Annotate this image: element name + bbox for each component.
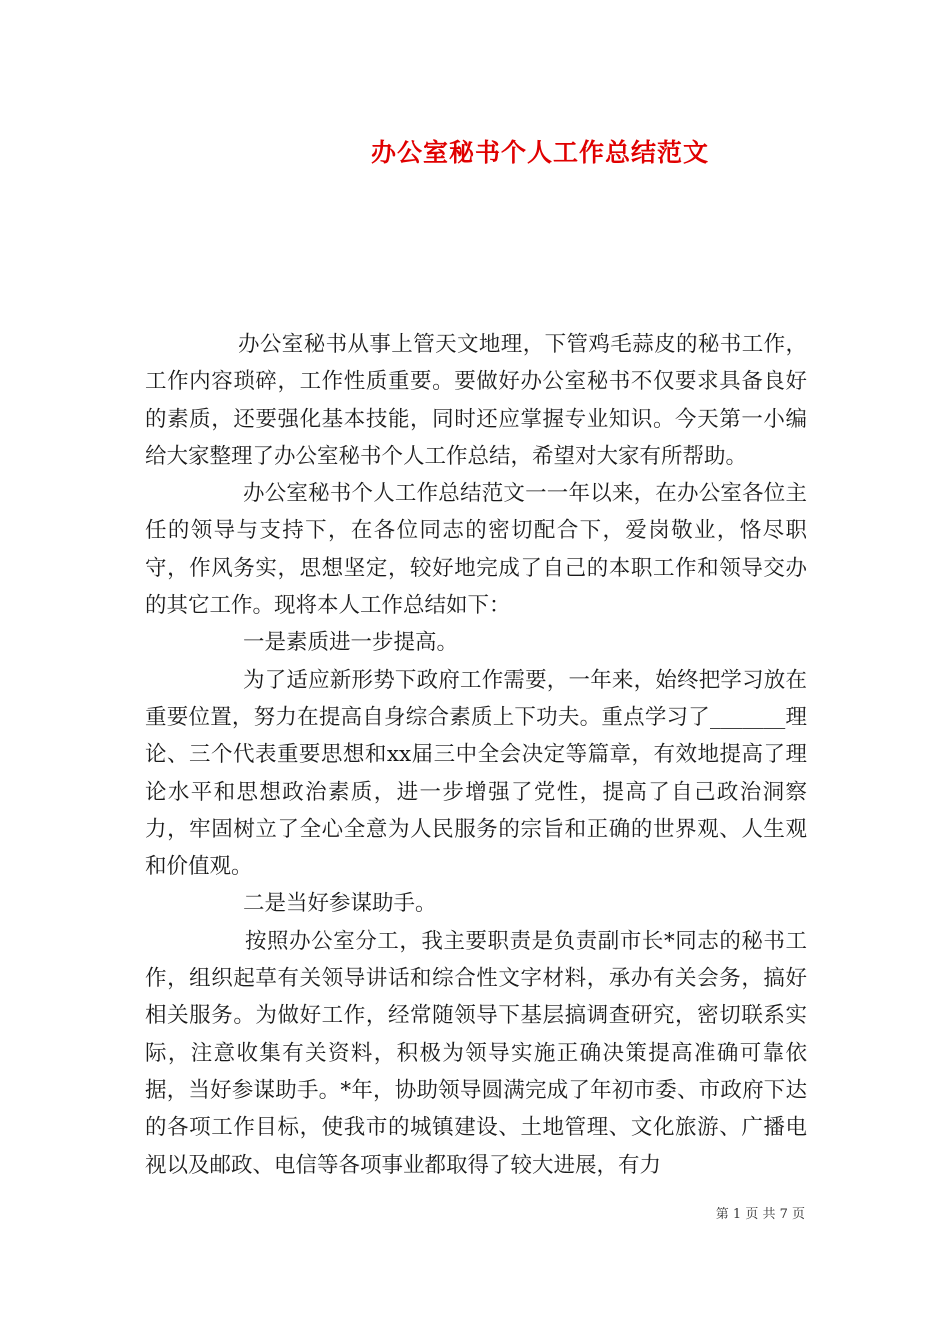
section-heading-quality: 一是素质进一步提高。	[243, 630, 459, 656]
page-number-footer: 第 1 页 共 7 页	[715, 1207, 805, 1222]
section-heading-advisor: 二是当好参谋助手。	[243, 891, 437, 917]
paragraph-summary-opening: 办公室秘书个人工作总结范文一一年以来，在办公室各位主任的领导与支持下，在各位同志的密切配合下，爱岗敬业，恪尽职守，作风务实，思想坚定，较好地完成了自己的本职工作和领导交办的其它工作。现将本人工作总结如下：	[145, 481, 807, 619]
paragraph-duties: 按照办公室分工，我主要职责是负责副市长*同志的秘书工作，组织起草有关领导讲话和综合性文字材料，承办有关会务，搞好相关服务。为做好工作，经常随领导下基层搞调查研究，密切联系实际，注意收集有关资料，积极为领导实施正确决策提高准确可靠依据，当好参谋助手。*年，协助领导圆满完成了年初市委、市政府下达的各项工作目标，使我市的城镇建设、土地管理、文化旅游、广播电视以及邮政、电信等各项事业都取得了较大进展，有力	[145, 928, 807, 1178]
document-body	[145, 326, 807, 1184]
paragraph-study: 为了适应新形势下政府工作需要，一年来，始终把学习放在重要位置，努力在提高自身综合素质上下功夫。重点学习了_______理论、三个代表重要思想和xx届三中全会决定等篇章，有效地提高了理论水平和思想政治素质，进一步增强了党性，提高了自己政治洞察力，牢固树立了全心全意为人民服务的宗旨和正确的世界观、人生观和价值观。	[145, 667, 807, 880]
paragraph-intro: 办公室秘书从事上管天文地理，下管鸡毛蒜皮的秘书工作，工作内容琐碎，工作性质重要。要做好办公室秘书不仅要求具备良好的素质，还要强化基本技能，同时还应掌握专业知识。今天第一小编给大家整理了办公室秘书个人工作总结，希望对大家有所帮助。	[145, 332, 807, 469]
document-title: 办公室秘书个人工作总结范文	[370, 138, 709, 167]
